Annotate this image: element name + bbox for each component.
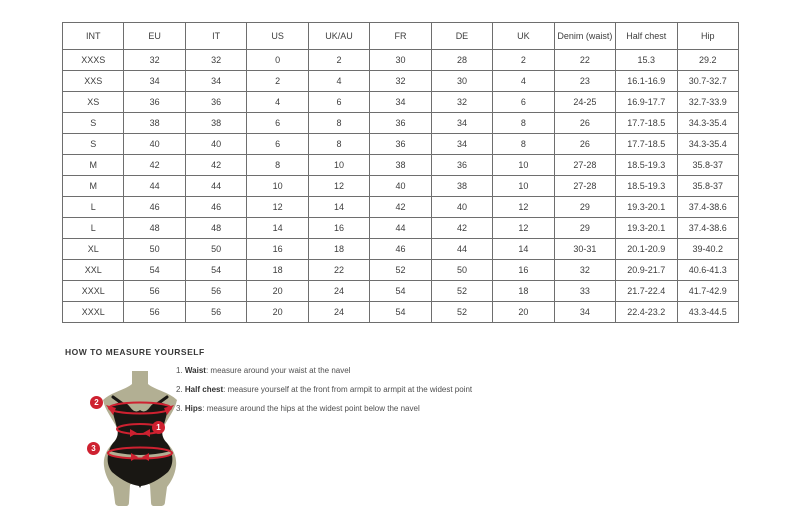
- table-row: [63, 218, 739, 239]
- table-cell: 56: [185, 302, 246, 323]
- size-chart-header: [63, 23, 739, 50]
- table-cell: 34: [554, 302, 615, 323]
- table-cell: 44: [185, 176, 246, 197]
- table-cell: 28: [431, 50, 492, 71]
- table-cell: 12: [247, 197, 308, 218]
- table-cell: 2: [247, 71, 308, 92]
- table-row: [63, 302, 739, 323]
- table-cell: 8: [308, 134, 369, 155]
- table-cell: 32: [554, 260, 615, 281]
- table-cell: 12: [493, 197, 554, 218]
- table-cell: 4: [247, 92, 308, 113]
- hip-badge: 3: [87, 442, 100, 455]
- header-row: [63, 23, 739, 50]
- measure-step: [176, 361, 536, 380]
- column-header: Denim (waist): [554, 23, 615, 50]
- table-cell: 16: [493, 260, 554, 281]
- table-cell: 18: [493, 281, 554, 302]
- table-cell: 6: [308, 92, 369, 113]
- table-cell: 16.1-16.9: [616, 71, 677, 92]
- table-cell: 35.8-37: [677, 176, 738, 197]
- table-cell: 30: [370, 50, 431, 71]
- table-cell: 21.7-22.4: [616, 281, 677, 302]
- table-cell: 10: [308, 155, 369, 176]
- table-cell: 4: [493, 71, 554, 92]
- table-cell: 29: [554, 218, 615, 239]
- column-header: FR: [370, 23, 431, 50]
- table-cell: 18.5-19.3: [616, 176, 677, 197]
- table-cell: 8: [247, 155, 308, 176]
- column-header: DE: [431, 23, 492, 50]
- column-header: IT: [185, 23, 246, 50]
- table-cell: 22: [308, 260, 369, 281]
- table-cell: 16: [308, 218, 369, 239]
- table-cell: 10: [493, 176, 554, 197]
- table-cell: 32: [124, 50, 185, 71]
- table-cell: XS: [63, 92, 124, 113]
- column-header: UK/AU: [308, 23, 369, 50]
- table-cell: S: [63, 134, 124, 155]
- table-cell: L: [63, 218, 124, 239]
- table-cell: 42: [431, 218, 492, 239]
- table-row: [63, 281, 739, 302]
- table-cell: 44: [370, 218, 431, 239]
- table-cell: 38: [431, 176, 492, 197]
- table-cell: 8: [308, 113, 369, 134]
- table-cell: 17.7-18.5: [616, 134, 677, 155]
- table-cell: 18: [247, 260, 308, 281]
- table-cell: 2: [308, 50, 369, 71]
- table-cell: 32: [185, 50, 246, 71]
- table-row: [63, 134, 739, 155]
- table-cell: 32: [370, 71, 431, 92]
- table-cell: 29: [554, 197, 615, 218]
- table-row: [63, 197, 739, 218]
- table-cell: 42: [124, 155, 185, 176]
- table-row: [63, 176, 739, 197]
- measure-steps-list: [176, 361, 536, 418]
- table-cell: 20: [493, 302, 554, 323]
- table-cell: 43.3-44.5: [677, 302, 738, 323]
- table-cell: 39-40.2: [677, 239, 738, 260]
- table-cell: 34.3-35.4: [677, 113, 738, 134]
- table-cell: 50: [185, 239, 246, 260]
- table-cell: 22: [554, 50, 615, 71]
- table-cell: 56: [185, 281, 246, 302]
- column-header: Half chest: [616, 23, 677, 50]
- table-cell: 52: [431, 281, 492, 302]
- table-cell: 36: [124, 92, 185, 113]
- table-cell: 19.3-20.1: [616, 218, 677, 239]
- table-cell: 14: [308, 197, 369, 218]
- column-header: EU: [124, 23, 185, 50]
- table-cell: XXXL: [63, 281, 124, 302]
- step-text: : measure yourself at the front from armpit to armpit at the widest point: [223, 385, 473, 394]
- table-cell: M: [63, 176, 124, 197]
- step-number: 2.: [176, 385, 185, 394]
- table-cell: XL: [63, 239, 124, 260]
- table-cell: 20.9-21.7: [616, 260, 677, 281]
- table-cell: 41.7-42.9: [677, 281, 738, 302]
- table-cell: 32.7-33.9: [677, 92, 738, 113]
- table-cell: 56: [124, 302, 185, 323]
- table-row: [63, 155, 739, 176]
- table-cell: 18: [308, 239, 369, 260]
- table-cell: 38: [124, 113, 185, 134]
- step-number: 3.: [176, 404, 185, 413]
- table-cell: 56: [124, 281, 185, 302]
- step-text: : measure around your waist at the navel: [205, 366, 351, 375]
- step-label: Waist: [184, 366, 206, 375]
- table-cell: 14: [247, 218, 308, 239]
- table-cell: 8: [493, 134, 554, 155]
- measure-step: [176, 399, 536, 418]
- table-cell: 19.3-20.1: [616, 197, 677, 218]
- table-cell: 36: [185, 92, 246, 113]
- table-cell: 52: [370, 260, 431, 281]
- table-cell: XXL: [63, 260, 124, 281]
- table-cell: 40.6-41.3: [677, 260, 738, 281]
- table-cell: 16.9-17.7: [616, 92, 677, 113]
- table-cell: 12: [493, 218, 554, 239]
- table-cell: 38: [185, 113, 246, 134]
- table-cell: 24-25: [554, 92, 615, 113]
- table-cell: 36: [370, 113, 431, 134]
- table-cell: 37.4-38.6: [677, 218, 738, 239]
- table-cell: 16: [247, 239, 308, 260]
- table-cell: 48: [185, 218, 246, 239]
- table-cell: 23: [554, 71, 615, 92]
- table-cell: 44: [431, 239, 492, 260]
- table-row: [63, 50, 739, 71]
- measure-section-title: HOW TO MEASURE YOURSELF: [65, 347, 205, 357]
- table-cell: 0: [247, 50, 308, 71]
- table-cell: 50: [431, 260, 492, 281]
- table-cell: 17.7-18.5: [616, 113, 677, 134]
- table-cell: 34: [431, 113, 492, 134]
- table-cell: 40: [370, 176, 431, 197]
- measure-step: [176, 380, 536, 399]
- table-cell: 24: [308, 281, 369, 302]
- column-header: US: [247, 23, 308, 50]
- step-text: : measure around the hips at the widest point below the navel: [202, 404, 420, 413]
- table-cell: 46: [370, 239, 431, 260]
- table-cell: 42: [185, 155, 246, 176]
- table-cell: 30-31: [554, 239, 615, 260]
- table-cell: 6: [247, 113, 308, 134]
- table-cell: 34.3-35.4: [677, 134, 738, 155]
- table-cell: 10: [247, 176, 308, 197]
- table-cell: 40: [431, 197, 492, 218]
- table-cell: S: [63, 113, 124, 134]
- table-cell: 26: [554, 113, 615, 134]
- column-header: INT: [63, 23, 124, 50]
- table-cell: 50: [124, 239, 185, 260]
- table-cell: 10: [493, 155, 554, 176]
- table-cell: 15.3: [616, 50, 677, 71]
- table-cell: 27-28: [554, 155, 615, 176]
- step-number: 1.: [176, 366, 185, 375]
- column-header: Hip: [677, 23, 738, 50]
- table-cell: 30.7-32.7: [677, 71, 738, 92]
- table-cell: 24: [308, 302, 369, 323]
- table-cell: 54: [370, 281, 431, 302]
- table-cell: 20: [247, 302, 308, 323]
- table-cell: 34: [431, 134, 492, 155]
- table-cell: 54: [124, 260, 185, 281]
- table-cell: 37.4-38.6: [677, 197, 738, 218]
- table-cell: 36: [431, 155, 492, 176]
- table-cell: M: [63, 155, 124, 176]
- table-cell: 34: [124, 71, 185, 92]
- table-cell: 18.5-19.3: [616, 155, 677, 176]
- table-row: [63, 92, 739, 113]
- table-cell: L: [63, 197, 124, 218]
- table-cell: 48: [124, 218, 185, 239]
- table-cell: 26: [554, 134, 615, 155]
- table-cell: XXXS: [63, 50, 124, 71]
- table-cell: 2: [493, 50, 554, 71]
- size-chart-table: [62, 22, 739, 323]
- table-cell: XXS: [63, 71, 124, 92]
- table-cell: 6: [247, 134, 308, 155]
- table-cell: 29.2: [677, 50, 738, 71]
- table-cell: 38: [370, 155, 431, 176]
- table-cell: 33: [554, 281, 615, 302]
- table-cell: 22.4-23.2: [616, 302, 677, 323]
- table-cell: 34: [185, 71, 246, 92]
- table-cell: 42: [370, 197, 431, 218]
- table-row: [63, 239, 739, 260]
- chest-badge: 2: [90, 396, 103, 409]
- table-row: [63, 71, 739, 92]
- table-cell: 54: [370, 302, 431, 323]
- table-cell: 27-28: [554, 176, 615, 197]
- table-row: [63, 260, 739, 281]
- table-cell: 35.8-37: [677, 155, 738, 176]
- size-chart-body: [63, 50, 739, 323]
- table-cell: 36: [370, 134, 431, 155]
- step-label: Hips: [184, 404, 203, 413]
- table-cell: 46: [124, 197, 185, 218]
- table-cell: 46: [185, 197, 246, 218]
- table-cell: 34: [370, 92, 431, 113]
- waist-badge: 1: [152, 421, 165, 434]
- table-cell: 14: [493, 239, 554, 260]
- table-cell: 54: [185, 260, 246, 281]
- table-cell: 52: [431, 302, 492, 323]
- table-cell: 40: [124, 134, 185, 155]
- column-header: UK: [493, 23, 554, 50]
- table-cell: 12: [308, 176, 369, 197]
- table-cell: 30: [431, 71, 492, 92]
- table-cell: 4: [308, 71, 369, 92]
- table-cell: 8: [493, 113, 554, 134]
- table-cell: XXXL: [63, 302, 124, 323]
- table-cell: 20: [247, 281, 308, 302]
- table-cell: 20.1-20.9: [616, 239, 677, 260]
- step-label: Half chest: [184, 385, 224, 394]
- table-cell: 32: [431, 92, 492, 113]
- table-cell: 44: [124, 176, 185, 197]
- table-cell: 40: [185, 134, 246, 155]
- table-cell: 6: [493, 92, 554, 113]
- table-row: [63, 113, 739, 134]
